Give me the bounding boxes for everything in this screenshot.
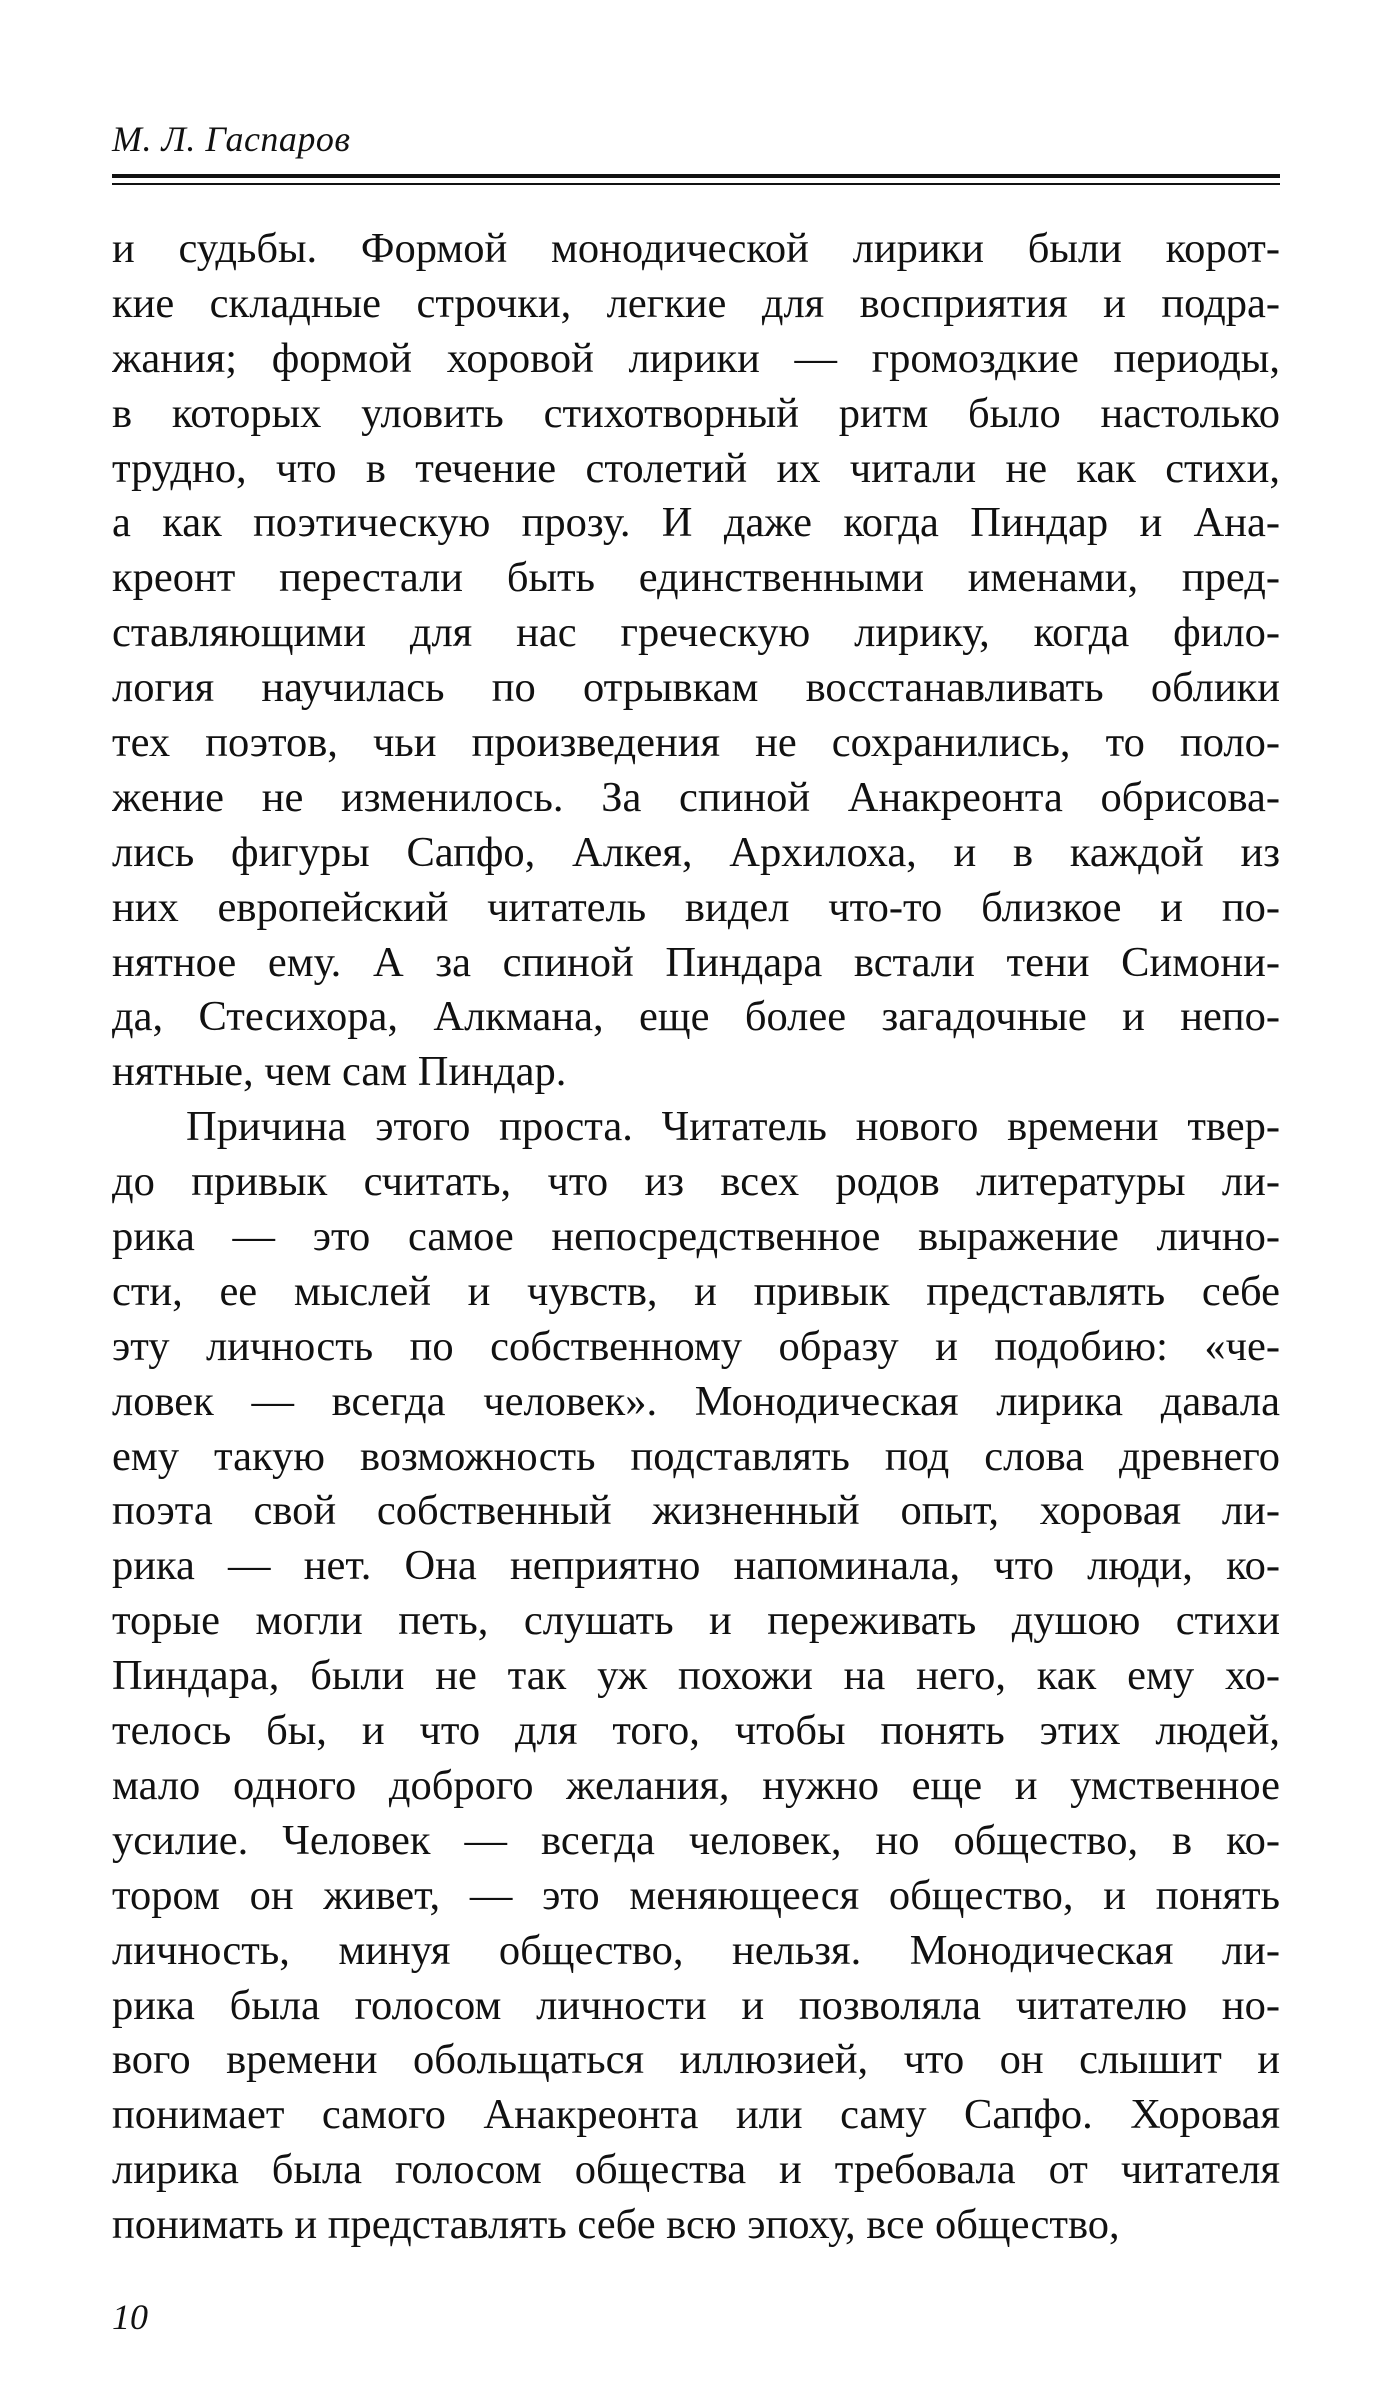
text-line: личность, минуя общество, нельзя. Монодическая ли- [112, 1926, 1280, 1974]
text-line: поэта свой собственный жизненный опыт, хоровая ли- [112, 1487, 1280, 1535]
text-line: них европейский читатель видел что-то близкое и по- [112, 883, 1280, 931]
running-head-author: М. Л. Гаспаров [112, 119, 351, 159]
text-line: тех поэтов, чьи произведения не сохранились, то поло- [112, 719, 1280, 767]
text-line: трудно, что в течение столетий их читали не как стихи, [112, 444, 1280, 492]
text-line: рика была голосом личности и позволяла читателю но- [112, 1981, 1280, 2029]
text-line: нятное ему. А за спиной Пиндара встали тени Симони- [112, 938, 1280, 986]
text-line: кие складные строчки, легкие для восприятия и подра- [112, 279, 1280, 327]
text-line: рика — это самое непосредственное выражение лично- [112, 1213, 1280, 1261]
text-line: ставляющими для нас греческую лирику, когда фило- [112, 609, 1280, 657]
paragraph [112, 1100, 1280, 2253]
text-line: тором он живет, — это меняющееся общество, и понять [112, 1871, 1280, 1919]
text-line: нятные, чем сам Пиндар. [112, 1048, 567, 1096]
text-line: Причина этого проста. Читатель нового времени твер- [186, 1103, 1280, 1151]
header-rule-thin [112, 183, 1280, 185]
text-line: жение не изменилось. За спиной Анакреонта обрисова- [112, 773, 1280, 821]
text-line: телось бы, и что для того, чтобы понять этих людей, [112, 1707, 1280, 1755]
text-line: ему такую возможность подставлять под слова древнего [112, 1432, 1280, 1480]
text-line: усилие. Человек — всегда человек, но общество, в ко- [112, 1816, 1280, 1864]
text-line: и судьбы. Формой монодической лирики были корот- [112, 225, 1280, 272]
text-line: креонт перестали быть единственными именами, пред- [112, 554, 1280, 602]
text-line: до привык считать, что из всех родов литературы ли- [112, 1158, 1280, 1206]
text-line: ловек — всегда человек». Монодическая лирика давала [112, 1377, 1280, 1425]
text-line: Пиндара, были не так уж похожи на него, как ему хо- [112, 1652, 1280, 1700]
header-rule-thick [112, 174, 1280, 178]
text-line: торые могли петь, слушать и переживать душою стихи [112, 1597, 1280, 1645]
text-line: логия научилась по отрывкам восстанавливать облики [112, 664, 1280, 712]
text-line: жания; формой хоровой лирики — громоздкие периоды, [112, 334, 1280, 382]
text-line: вого времени обольщаться иллюзией, что он слышит и [112, 2036, 1280, 2084]
text-line: понимает самого Анакреонта или саму Сапфо. Хоровая [112, 2091, 1280, 2139]
text-line: лирика была голосом общества и требовала от читателя [112, 2146, 1280, 2194]
text-line: понимать и представлять себе всю эпоху, все общество, [112, 2201, 1120, 2249]
text-line: а как поэтическую прозу. И даже когда Пиндар и Ана- [112, 499, 1280, 547]
text-line: лись фигуры Сапфо, Алкея, Архилоха, и в каждой из [112, 828, 1280, 876]
text-line: в которых уловить стихотворный ритм было настолько [112, 389, 1280, 437]
text-line: мало одного доброго желания, нужно еще и умственное [112, 1761, 1280, 1809]
text-line: эту личность по собственному образу и подобию: «че- [112, 1322, 1280, 1370]
paragraph [112, 222, 1280, 1100]
text-line: рика — нет. Она неприятно напоминала, что люди, ко- [112, 1542, 1280, 1590]
text-line: сти, ее мыслей и чувств, и привык представлять себе [112, 1267, 1280, 1315]
page-number: 10 [112, 2297, 148, 2337]
text-line: да, Стесихора, Алкмана, еще более загадочные и непо- [112, 993, 1280, 1041]
body-text [112, 222, 1280, 2253]
